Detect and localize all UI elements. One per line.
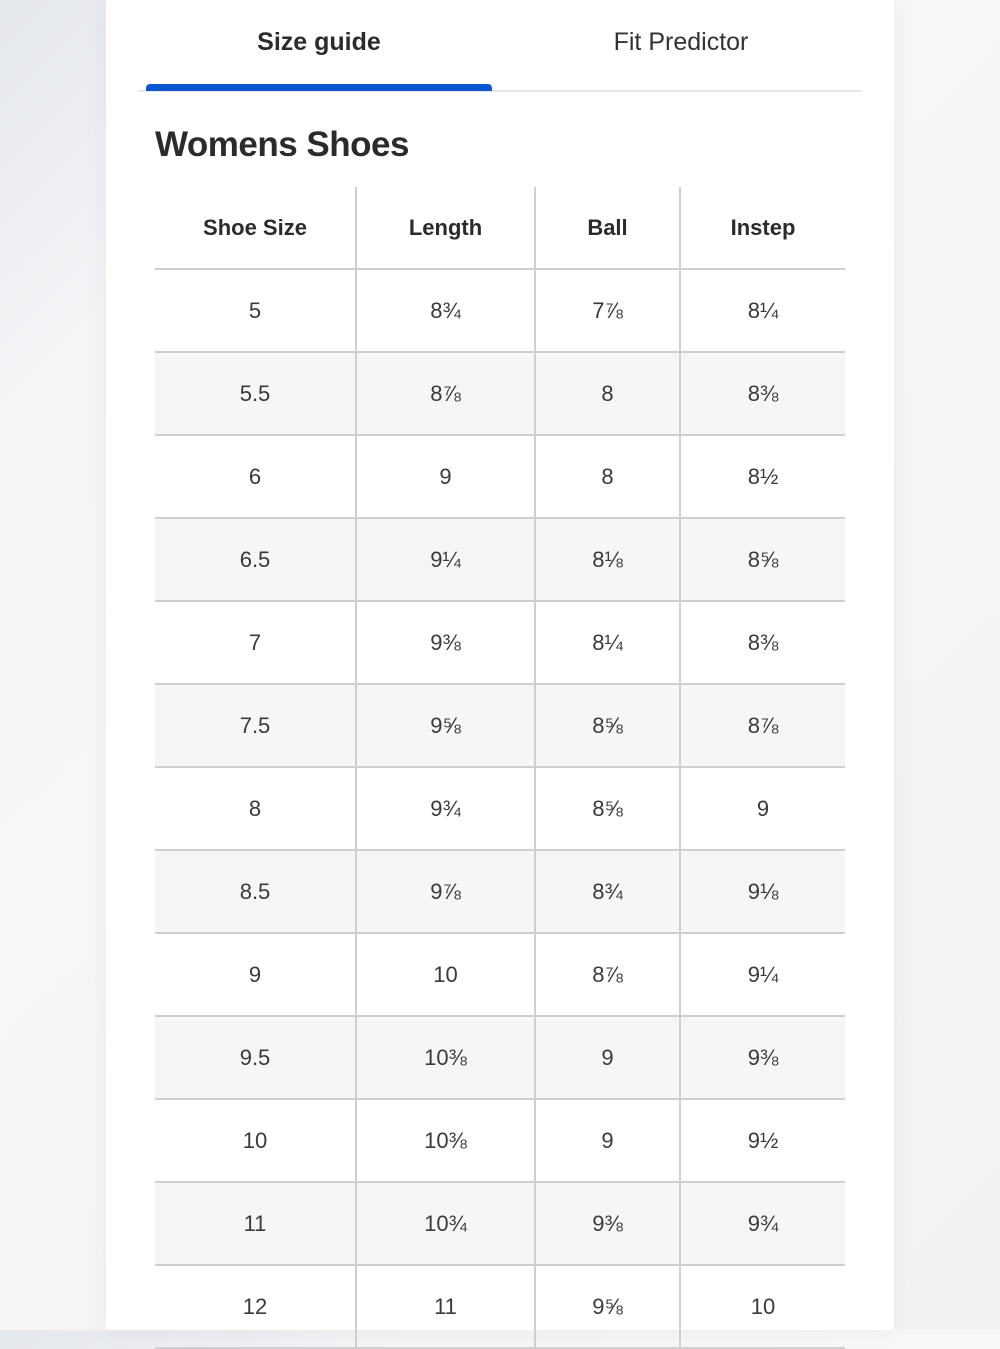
cell-length: 9¼	[356, 518, 535, 601]
cell-instep: 8½	[680, 435, 845, 518]
cell-length: 10¾	[356, 1182, 535, 1265]
cell-shoe-size: 6	[155, 435, 356, 518]
table-row	[155, 518, 845, 601]
cell-instep: 9½	[680, 1099, 845, 1182]
cell-shoe-size: 6.5	[155, 518, 356, 601]
header-length: Length	[356, 187, 535, 269]
cell-length: 9⅝	[356, 684, 535, 767]
cell-length: 10⅜	[356, 1016, 535, 1099]
table-row	[155, 1016, 845, 1099]
section-title: Womens Shoes	[155, 125, 409, 164]
cell-instep: 8⅜	[680, 352, 845, 435]
cell-ball: 8	[535, 352, 680, 435]
cell-shoe-size: 11	[155, 1182, 356, 1265]
tab-fit-predictor[interactable]: Fit Predictor	[613, 27, 749, 56]
cell-ball: 8⅝	[535, 767, 680, 850]
table-row	[155, 1265, 845, 1348]
cell-instep: 9¼	[680, 933, 845, 1016]
cell-ball: 8¼	[535, 601, 680, 684]
cell-ball: 9	[535, 1016, 680, 1099]
cell-length: 9¾	[356, 767, 535, 850]
table-row	[155, 601, 845, 684]
table-row	[155, 933, 845, 1016]
cell-ball: 8¾	[535, 850, 680, 933]
cell-instep: 9¾	[680, 1182, 845, 1265]
cell-length: 8¾	[356, 269, 535, 352]
cell-ball: 8⅛	[535, 518, 680, 601]
cell-length: 9⅞	[356, 850, 535, 933]
header-ball: Ball	[535, 187, 680, 269]
cell-ball: 9⅜	[535, 1182, 680, 1265]
table-row	[155, 435, 845, 518]
cell-ball: 9⅝	[535, 1265, 680, 1348]
cell-ball: 8⅝	[535, 684, 680, 767]
table-row	[155, 269, 845, 352]
table-row	[155, 767, 845, 850]
cell-ball: 7⅞	[535, 269, 680, 352]
cell-instep: 9⅛	[680, 850, 845, 933]
cell-length: 8⅞	[356, 352, 535, 435]
cell-length: 10⅜	[356, 1099, 535, 1182]
cell-length: 9	[356, 435, 535, 518]
cell-shoe-size: 9	[155, 933, 356, 1016]
cell-shoe-size: 7	[155, 601, 356, 684]
header-instep: Instep	[680, 187, 845, 269]
cell-ball: 8	[535, 435, 680, 518]
cell-length: 11	[356, 1265, 535, 1348]
table-row	[155, 1099, 845, 1182]
table-header-row	[155, 187, 845, 269]
cell-length: 9⅜	[356, 601, 535, 684]
tab-bar	[138, 0, 862, 92]
tab-size-guide[interactable]: Size guide	[257, 27, 381, 56]
cell-shoe-size: 8.5	[155, 850, 356, 933]
size-chart-table	[155, 187, 845, 1349]
table-row	[155, 352, 845, 435]
cell-shoe-size: 9.5	[155, 1016, 356, 1099]
table-row	[155, 1182, 845, 1265]
cell-shoe-size: 8	[155, 767, 356, 850]
cell-shoe-size: 5.5	[155, 352, 356, 435]
cell-shoe-size: 10	[155, 1099, 356, 1182]
cell-instep: 8¼	[680, 269, 845, 352]
cell-shoe-size: 5	[155, 269, 356, 352]
cell-instep: 9⅜	[680, 1016, 845, 1099]
table-row	[155, 850, 845, 933]
cell-shoe-size: 7.5	[155, 684, 356, 767]
cell-shoe-size: 12	[155, 1265, 356, 1348]
table-row	[155, 684, 845, 767]
cell-ball: 9	[535, 1099, 680, 1182]
active-tab-indicator	[146, 84, 492, 91]
cell-length: 10	[356, 933, 535, 1016]
cell-instep: 8⅞	[680, 684, 845, 767]
header-shoe-size: Shoe Size	[155, 187, 356, 269]
cell-ball: 8⅞	[535, 933, 680, 1016]
cell-instep: 10	[680, 1265, 845, 1348]
cell-instep: 8⅜	[680, 601, 845, 684]
cell-instep: 8⅝	[680, 518, 845, 601]
cell-instep: 9	[680, 767, 845, 850]
